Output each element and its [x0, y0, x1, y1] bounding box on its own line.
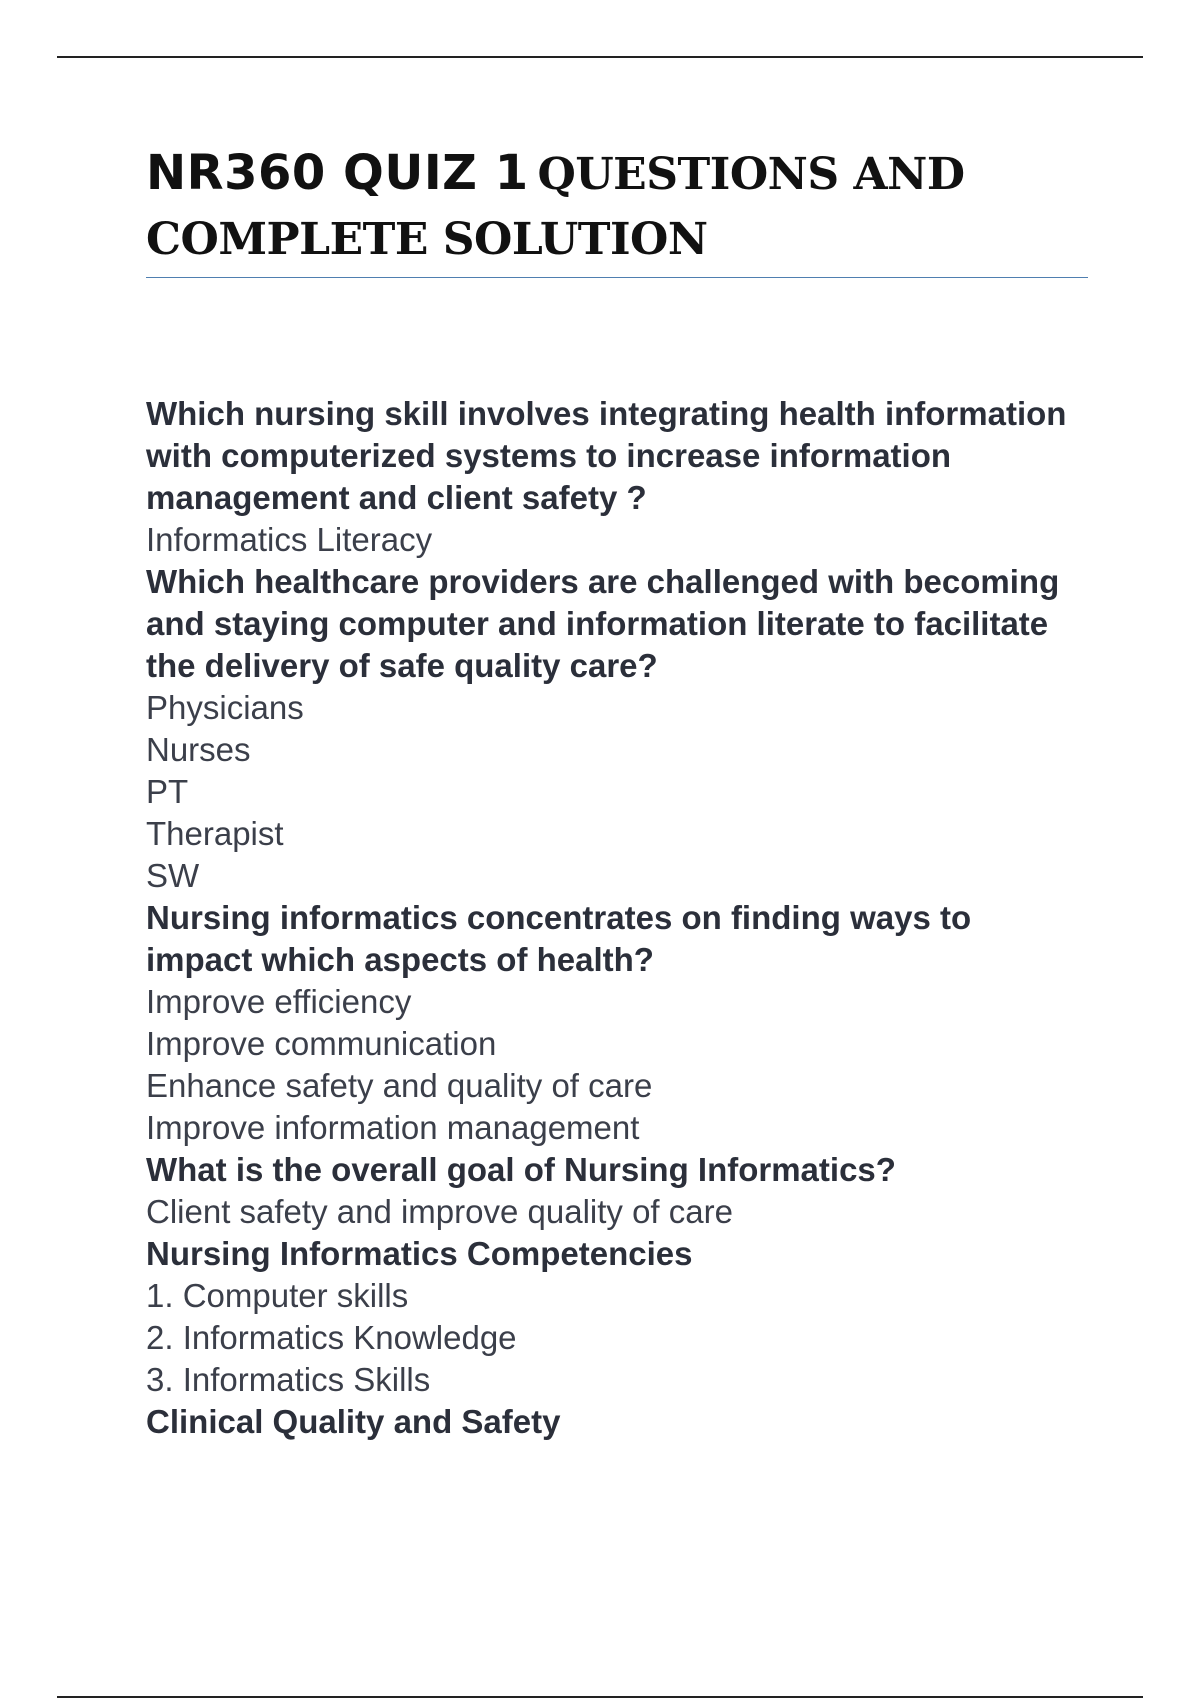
question-text: Nursing Informatics Competencies — [146, 1235, 693, 1272]
answer-text: Client safety and improve quality of care — [146, 1193, 733, 1230]
answer-text: Therapist — [146, 815, 284, 852]
title-subtitle: QUESTIONS AND COMPLETE SOLUTION — [146, 149, 965, 265]
answer-text: Enhance safety and quality of care — [146, 1067, 653, 1104]
question-text: Which healthcare providers are challenged with becoming and staying computer and information literate to facilitate the delivery of safe quality care? — [146, 563, 1060, 684]
question-text: Clinical Quality and Safety — [146, 1403, 561, 1440]
answer-text: 1. Computer skills — [146, 1277, 409, 1314]
document-title — [146, 142, 1086, 274]
answer-text: 3. Informatics Skills — [146, 1361, 431, 1398]
question-text: Nursing informatics concentrates on finding ways to impact which aspects of health? — [146, 899, 972, 978]
question-text: What is the overall goal of Nursing Informatics? — [146, 1151, 896, 1188]
answer-text: SW — [146, 857, 200, 894]
page-bottom-rule — [57, 1696, 1143, 1698]
answer-text: Informatics Literacy — [146, 521, 433, 558]
answer-text: Improve communication — [146, 1025, 497, 1062]
answer-text: PT — [146, 773, 189, 810]
quiz-content — [146, 393, 1086, 1443]
title-underline — [146, 277, 1088, 278]
page-top-rule — [57, 56, 1143, 58]
answer-text: Physicians — [146, 689, 304, 726]
answer-text: Improve information management — [146, 1109, 640, 1146]
title-course-code: NR360 QUIZ 1 — [146, 145, 529, 201]
answer-text: 2. Informatics Knowledge — [146, 1319, 517, 1356]
question-text: Which nursing skill involves integrating health information with computerized systems to increase information management and client safety ? — [146, 395, 1067, 516]
answer-text: Nurses — [146, 731, 251, 768]
answer-text: Improve efficiency — [146, 983, 412, 1020]
